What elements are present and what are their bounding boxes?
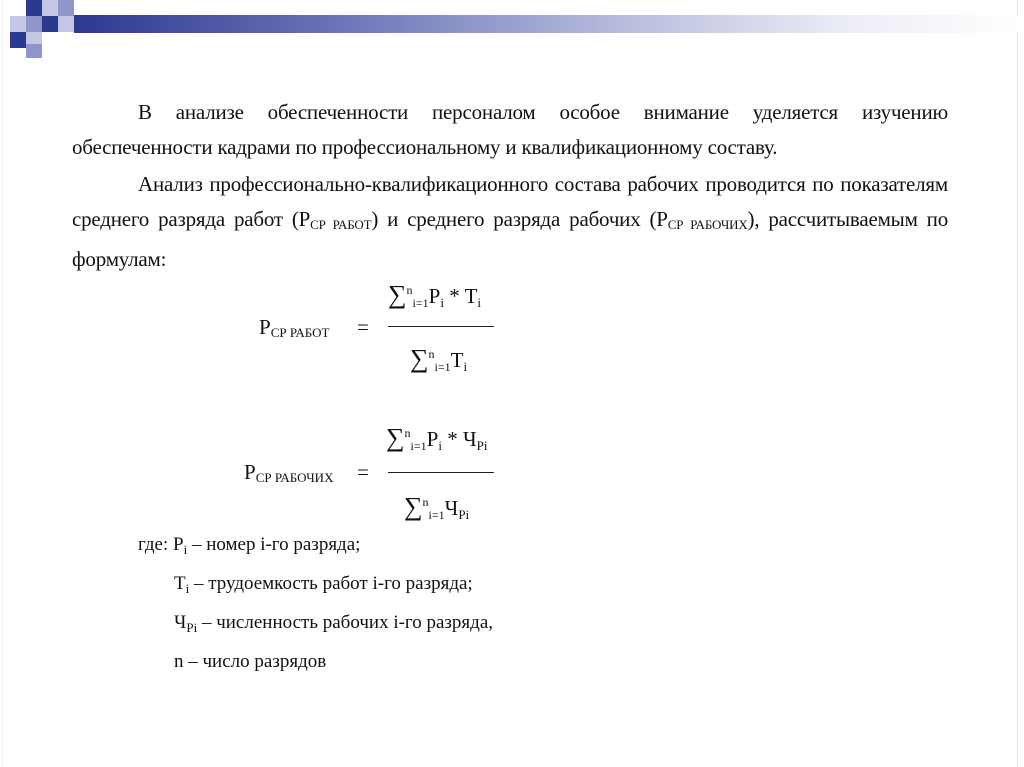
formula2-den-sum-sign: ∑ [404, 492, 423, 521]
slide-right-border [1017, 0, 1018, 767]
corner-square [58, 16, 74, 32]
formula1-denominator [410, 344, 467, 375]
corner-square [42, 16, 58, 32]
formula-legend [138, 528, 493, 679]
legend-pi-text: – номер i-го разряда; [187, 534, 361, 555]
paragraph-intro [72, 95, 948, 165]
legend-pi-sub: i [183, 542, 188, 557]
formula2-lhs-sub: СР РАБОЧИХ [255, 470, 334, 485]
corner-square [26, 0, 42, 16]
formula1-den-a-sub: i [463, 359, 468, 374]
formula1-equals: = [357, 315, 369, 339]
formula2-lhs [244, 460, 333, 486]
legend-ti-symbol: T [174, 573, 186, 594]
title-bar-decoration [74, 15, 1018, 33]
formula1-num-sum-upper: n [406, 283, 413, 297]
formula1-num-sum-lower: i=1 [412, 296, 429, 310]
formula2-numerator [386, 423, 487, 454]
formula1-num-a: P [428, 284, 441, 308]
legend-line-ti [138, 567, 493, 606]
formula1-den-sum-sign: ∑ [410, 344, 429, 373]
formula2-den-a-sub: Pi [458, 507, 470, 522]
formula1-numerator [388, 280, 481, 311]
formula1-den-sum-lower: i=1 [434, 360, 451, 374]
paragraph-method-text-c: ), рассчитываемым по формулам: [72, 207, 949, 271]
formula1-num-b-sub: i [477, 295, 482, 310]
formula2-den-sum-upper: n [422, 495, 429, 509]
legend-intro: где: [138, 534, 173, 555]
formula1-lhs [259, 315, 330, 341]
slide-left-border [2, 0, 3, 767]
corner-square [42, 0, 58, 16]
legend-line-n [138, 645, 493, 679]
legend-line-pi [138, 528, 493, 567]
formula1-den-sum-upper: n [428, 347, 435, 361]
formula1-fraction-line [388, 326, 494, 327]
formula1-num-sum-sign: ∑ [388, 280, 407, 309]
formula2-fraction-line [388, 472, 494, 473]
paragraph-method-text-b: ) и среднего разряда рабочих (Р [371, 207, 668, 231]
paragraph-intro-text: В анализе обеспеченности персоналом особое внимание уделяется изучению обеспеченности кадрами по профессиональному и квалификационному составу. [72, 100, 948, 159]
corner-square [26, 44, 42, 58]
subscript-sr-rabochikh: СР РАБОЧИХ [667, 217, 748, 232]
formula2-num-a-sub: i [438, 438, 442, 453]
formula2-num-b-sub: Pi [476, 438, 488, 453]
formula1-num-a-sub: i [440, 295, 444, 310]
formula2-equals: = [357, 460, 369, 484]
corner-ornament [0, 0, 76, 60]
formula2-num-op: * [441, 427, 463, 451]
legend-n-text: n – число разрядов [174, 651, 327, 672]
legend-ti-text: – трудоемкость работ i-го разряда; [189, 573, 473, 594]
corner-square [58, 0, 74, 16]
formula2-den-sum-lower: i=1 [428, 508, 445, 522]
corner-square [10, 32, 26, 48]
legend-pi-symbol: P [172, 534, 184, 555]
formula2-den-a: Ч [444, 496, 459, 520]
formula1-num-b: T [464, 284, 478, 308]
formula2-lhs-symbol: Р [244, 460, 256, 484]
paragraph-method-text-a: Анализ профессионально-квалификационного состава рабочих проводится по показателям среднего разряда работ (Р [72, 172, 948, 231]
formula1-lhs-symbol: Р [259, 315, 271, 339]
formula2-denominator [404, 492, 469, 523]
formula2-num-b: Ч [462, 427, 477, 451]
formula2-num-sum-sign: ∑ [386, 423, 405, 452]
paragraph-method [72, 167, 948, 277]
formula1-num-op: * [443, 284, 465, 308]
formula2-num-a: P [426, 427, 439, 451]
legend-chpi-symbol: Ч [174, 612, 187, 633]
legend-line-chpi [138, 606, 493, 645]
corner-square [26, 16, 42, 32]
legend-chpi-text: – численность рабочих i-го разряда, [197, 612, 494, 633]
legend-ti-sub: i [185, 581, 190, 596]
subscript-sr-rabot: СР РАБОТ [310, 217, 372, 232]
formula1-den-a: T [450, 348, 464, 372]
formula2-num-sum-lower: i=1 [410, 439, 427, 453]
formula2-num-sum-upper: n [404, 426, 411, 440]
formula1-lhs-sub: СР РАБОТ [270, 325, 330, 340]
corner-square [10, 16, 26, 32]
legend-chpi-sub: Pi [186, 620, 198, 635]
